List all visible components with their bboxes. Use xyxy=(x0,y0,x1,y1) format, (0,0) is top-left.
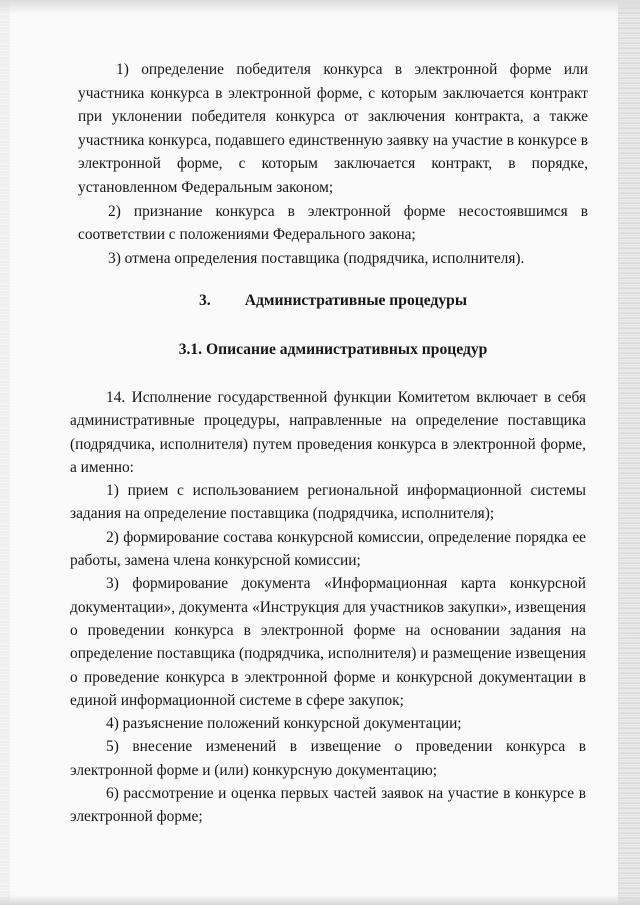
paragraph-14: 14. Исполнение государственной функции Комитетом включает в себя административные процедуры, направленные на определение поставщика (подрядчика, исполнителя) путем проведения конкурса в электронной форме, а именно: xyxy=(70,389,586,476)
paragraph-item-1: 1) определение победителя конкурса в электронной форме или участника конкурса в электронной форме, с которым заключается контракт при уклонении победителя конкурса от заключения контракта, а также участника конкурса, подавшего единственную заявку на участие в конкурсе в электронной форме, с которым заключается контракт, в порядке, установленном Федеральным законом; xyxy=(78,61,588,196)
procedure-item-5: 5) внесение изменений в извещение о проведении конкурса в электронной форме и (или) конкурсную документацию; xyxy=(70,738,586,779)
procedure-item-2: 2) формирование состава конкурсной комиссии, определение порядка ее работы, замена члена конкурсной комиссии; xyxy=(70,528,586,570)
procedure-item-1: 1) прием с использованием региональной информационной системы задания на определение поставщика (подрядчика, исполнителя); xyxy=(70,482,586,523)
section-title: Административные процедуры xyxy=(244,292,467,309)
main-paragraphs xyxy=(70,386,586,829)
top-paragraphs xyxy=(78,58,588,270)
procedure-item-4: 4) разъяснение положений конкурсной документации; xyxy=(106,715,462,733)
paragraph-item-3: 3) отмена определения поставщика (подрядчика, исполнителя). xyxy=(108,249,525,267)
scan-edge-top xyxy=(0,0,640,14)
section-heading xyxy=(78,292,588,310)
subsection-heading: 3.1. Описание административных процедур xyxy=(178,341,488,358)
procedure-item-6: 6) рассмотрение и оценка первых частей заявок на участие в конкурсе в электронной форме; xyxy=(70,785,586,826)
paragraph-item-2: 2) признание конкурса в электронной форме несостоявшимся в соответствии с положениями Федерального закона; xyxy=(78,202,588,244)
scan-edge-left xyxy=(0,0,10,905)
scan-edge-right xyxy=(618,0,640,905)
scan-edge-bottom xyxy=(0,895,640,905)
procedure-item-3: 3) формирование документа «Информационная карта конкурсной документации», документа «Инструкция для участников закупки», извещения о проведении конкурса в электронной форме на основании задания на определение поставщика (подрядчика, исполнителя) и размещение извещения о проведение конкурса в электронной форме и конкурсной документации в единой информационной системе в сфере закупок; xyxy=(70,575,586,709)
section-number: 3. xyxy=(199,292,211,309)
